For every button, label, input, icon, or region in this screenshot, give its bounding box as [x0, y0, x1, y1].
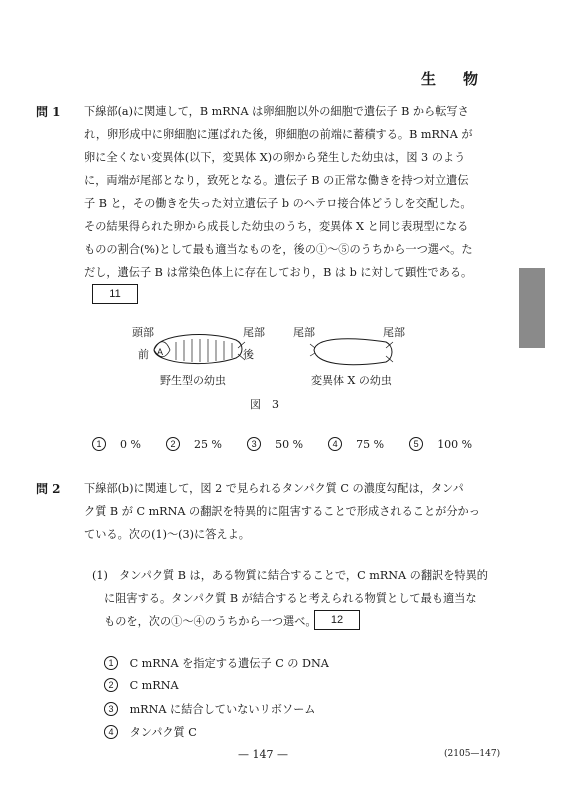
option-4-mark: 4: [104, 725, 118, 739]
wild-front-label: 前: [138, 348, 149, 361]
q1-choices: [92, 433, 492, 452]
section-tab-marker: [519, 268, 545, 348]
option-2-text: C mRNA: [129, 679, 179, 692]
svg-text:A: A: [157, 347, 164, 357]
choice-3-mark[interactable]: 3: [247, 437, 261, 451]
option-3[interactable]: [104, 701, 315, 717]
choice-5-mark[interactable]: 5: [409, 437, 423, 451]
q2-line-3: ている。次の(1)〜(3)に答えよ。: [84, 528, 250, 541]
q1-line-1: 下線部(a)に関連して，B mRNA は卵細胞以外の細胞で遺伝子 B から転写さ: [84, 105, 469, 118]
answer-box-11[interactable]: 11: [92, 284, 138, 304]
choice-5-value: 100 %: [437, 438, 473, 451]
choice-3-value: 50 %: [275, 438, 304, 451]
option-1-text: C mRNA を指定する遺伝子 C の DNA: [129, 657, 329, 670]
option-3-text: mRNA に結合していないリボソーム: [129, 703, 316, 716]
option-1-mark: 1: [104, 656, 118, 670]
choice-2-mark[interactable]: 2: [166, 437, 180, 451]
wild-tail-label: 尾部: [243, 326, 265, 339]
subject-header: 生 物: [420, 70, 484, 88]
choice-2-value: 25 %: [194, 438, 222, 451]
q2-line-2: ク質 B が C mRNA の翻訳を特異的に阻害することで形成されることが分かっ: [84, 505, 480, 518]
choice-1-value: 0 %: [120, 438, 141, 451]
q2-sub1-line-2: に阻害する。タンパク質 B が結合すると考えられる物質として最も適当な: [104, 592, 477, 605]
choice-4-mark[interactable]: 4: [328, 437, 342, 451]
q1-line-3: 卵に全くない変異体(以下，変異体 X)の卵から発生した幼虫は，図 3 のよう: [84, 151, 466, 164]
option-2[interactable]: [104, 678, 179, 692]
q1-line-5: 子 B と，その働きを失った対立遺伝子 b のヘテロ接合体どうしを交配した。: [84, 197, 472, 210]
mutant-tail-right-label: 尾部: [383, 326, 405, 339]
option-3-mark: 3: [104, 702, 118, 716]
option-1[interactable]: [104, 655, 329, 671]
q2-sub1-line-3: ものを，次の①〜④のうちから一つ選べ。: [104, 615, 317, 628]
q1-line-8: だし，遺伝子 B は常染色体上に存在しており，B は b に対して顕性である。: [84, 266, 473, 279]
question-2-number: 問 2: [36, 482, 61, 496]
wild-head-label: 頭部: [132, 326, 154, 339]
page-number: — 147 —: [238, 748, 288, 761]
q2-sub1-line-1: (1) タンパク質 B は，ある物質に結合することで，C mRNA の翻訳を特異的: [92, 569, 488, 582]
choice-4-value: 75 %: [356, 438, 385, 451]
option-4[interactable]: [104, 724, 197, 740]
question-1-number: 問 1: [36, 105, 61, 119]
exam-code: (2105—147): [444, 749, 501, 759]
wild-type-larva-drawing: [148, 328, 248, 368]
q1-line-7: ものの割合(%)として最も適当なものを，後の①〜⑤のうちから一つ選べ。た: [84, 243, 473, 256]
figure-3-title: 図 3: [250, 398, 279, 411]
option-2-mark: 2: [104, 678, 118, 692]
q1-line-6: その結果得られた卵から成長した幼虫のうち，変異体 X と同じ表現型になる: [84, 220, 469, 233]
q1-line-2: れ，卵形成中に卵細胞に運ばれた後，卵細胞の前端に蓄積する。B mRNA が: [84, 128, 473, 141]
answer-box-12[interactable]: 12: [314, 610, 360, 630]
mutant-larva-drawing: [306, 330, 396, 370]
mutant-caption: 変異体 X の幼虫: [311, 374, 392, 387]
wild-type-caption: 野生型の幼虫: [160, 374, 226, 387]
mutant-tail-left-label: 尾部: [293, 326, 315, 339]
choice-1-mark[interactable]: 1: [92, 437, 106, 451]
option-4-text: タンパク質 C: [129, 726, 197, 739]
q1-line-4: に，両端が尾部となり，致死となる。遺伝子 B の正常な働きを持つ対立遺伝: [84, 174, 469, 187]
q2-line-1: 下線部(b)に関連して，図 2 で見られるタンパク質 C の濃度勾配は，タンパ: [84, 482, 464, 495]
wild-back-label: 後: [243, 348, 254, 361]
